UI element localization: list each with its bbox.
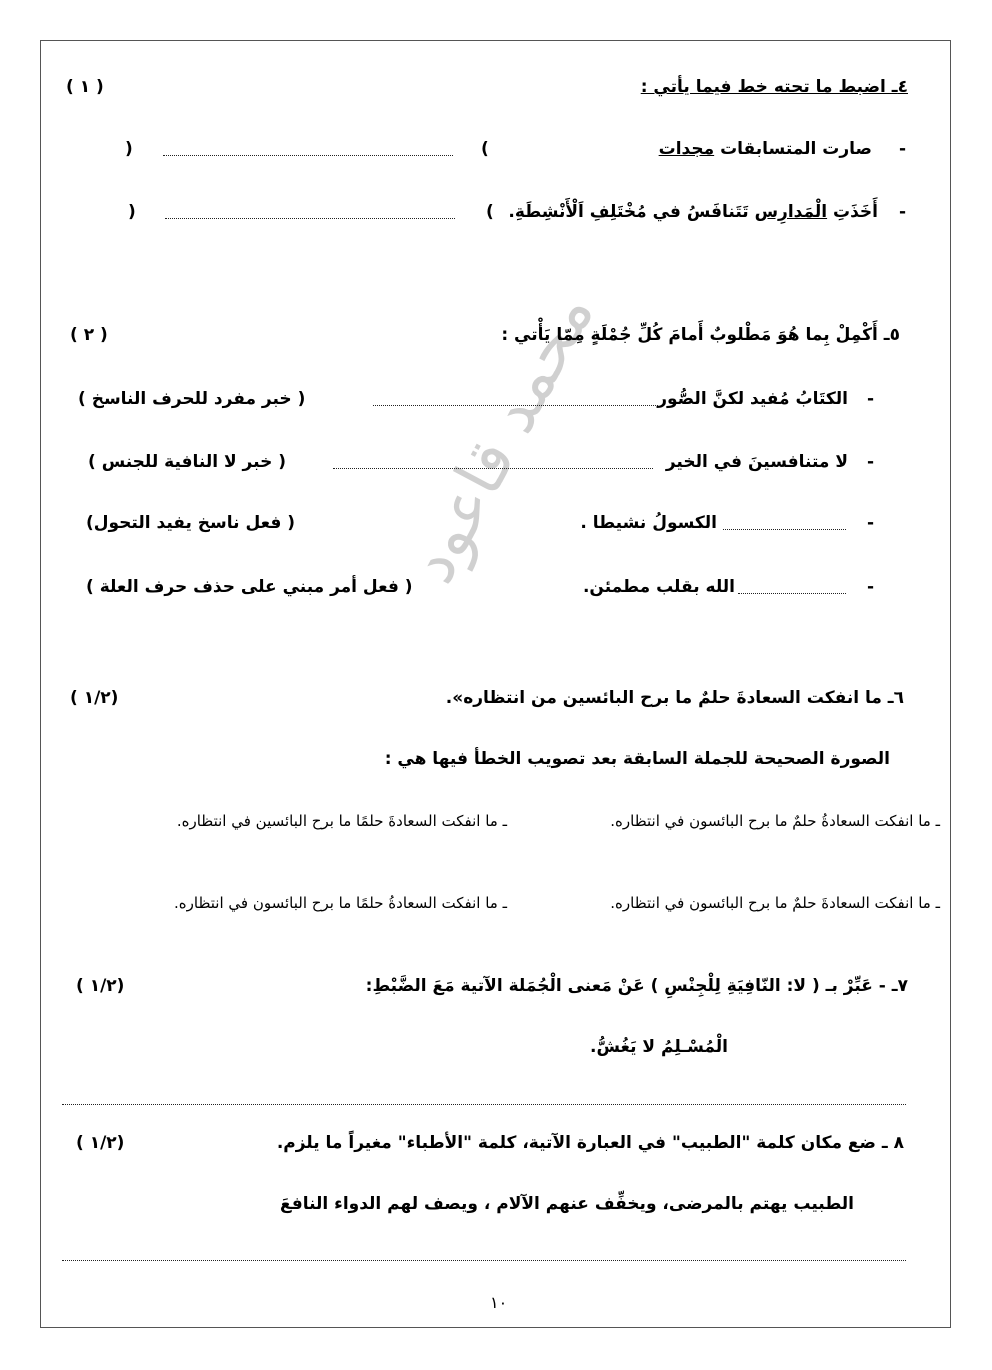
q5-item1-bullet: - [866,389,874,409]
q6-title: ٦ـ ما انفكت السعادةَ حلمٌ ما برح البائسين من انتظاره». [445,688,904,708]
q4-item2-open-paren: ( [486,202,494,222]
q6-option-a[interactable]: ـ ما انفكت السعادةُ حلمٌ ما برح البائسون في انتظاره. [610,812,940,830]
q5-title: ٥ـ أَكْمِلْ بِما هُوَ مَطْلوبٌ أَمامَ كُلِّ جُمْلَةٍ مِمّا يَأْتي : [501,325,900,345]
q5-item1-text: الكتَابُ مُفيد لكنَّ الصُّور [657,389,848,409]
q6-option-c[interactable]: ـ ما انفكت السعادةَ حلمٌ ما برح البائسون في انتظاره. [610,894,940,912]
q5-item2-bullet: - [866,452,874,472]
q6-subtitle: الصورة الصحيحة للجملة السابقة بعد تصويب الخطأ فيها هي : [384,749,890,769]
q8-answer-line[interactable] [62,1260,906,1261]
q6-marks: (١/٢ ) [70,688,119,708]
q4-item1-text: صارت المتسابقات مجدات [658,139,872,159]
q5-item3-answer-line[interactable] [723,529,846,530]
q4-item2-bullet: - [898,202,906,222]
q7-answer-line[interactable] [62,1104,906,1105]
q5-item4-answer-line[interactable] [738,593,846,594]
q5-item2-text: لا متنافسينَ في الخير [665,452,848,472]
q7-sentence: الْمُسْـلِمُ لا يَغُشُّ. [590,1037,728,1057]
q5-item2-hint: ( خبر لا النافية للجنس ) [88,452,287,472]
q5-item3-bullet: - [866,513,874,533]
q5-item3-text: الكسولُ نشيطا . [580,513,717,533]
q4-item1-bullet: - [898,139,906,159]
q5-item3-hint: ( فعل ناسخ يفيد التحول) [86,513,296,533]
page-number: ١٠ [490,1293,508,1312]
q4-item2-text: أَخَذَتِ الْمَدارِس تَتَنافَسُ في مُخْتَلِفِ اَلْأَنْشِطَةِ. [508,202,878,222]
q5-item1-answer-line[interactable] [373,405,658,406]
q4-item1-close-paren: ) [125,139,133,159]
q8-marks: (١/٢ ) [76,1133,125,1153]
q7-title: ٧ـ - عَبِّرْ بـ ( لا: النّافِيَةِ لِلْجِنْسِ ) عَنْ مَعنى الْجُمَلة الآتية مَعَ الضَّبْطِ: [365,976,908,996]
q5-marks: ( ٢ ) [70,325,108,345]
watermark: محمد قاعود [395,280,609,595]
q6-option-d[interactable]: ـ ما انفكت السعادةُ حلمًا ما برح البائسون في انتظاره. [174,894,507,912]
q4-item2-answer-line[interactable] [165,218,455,219]
q8-title: ٨ ـ ضع مكان كلمة "الطبيب" في العبارة الآتية، كلمة "الأطباء" مغيراً ما يلزم. [276,1133,904,1153]
q5-item4-text: الله بقلب مطمئن. [582,577,735,597]
q7-marks: (١/٢ ) [76,976,125,996]
q8-sentence: الطبيب يهتم بالمرضى، ويخفِّف عنهم الآلام ، ويصف لهم الدواء النافعَ [279,1194,854,1214]
q5-item2-answer-line[interactable] [333,468,653,469]
q4-item1-open-paren: ( [481,139,489,159]
q4-marks: ( ١ ) [66,77,104,97]
q4-title: ٤ـ اضبط ما تحته خط فيما يأتي : [640,77,908,97]
q5-item1-hint: ( خبر مفرد للحرف الناسخ ) [78,389,306,409]
q6-option-b[interactable]: ـ ما انفكت السعادةَ حلمًا ما برح البائسين في انتظاره. [176,812,507,830]
q5-item4-hint: ( فعل أمر مبني على حذف حرف العلة ) [86,577,413,597]
q5-item4-bullet: - [866,577,874,597]
q4-item1-answer-line[interactable] [163,155,453,156]
q4-item2-close-paren: ) [128,202,136,222]
